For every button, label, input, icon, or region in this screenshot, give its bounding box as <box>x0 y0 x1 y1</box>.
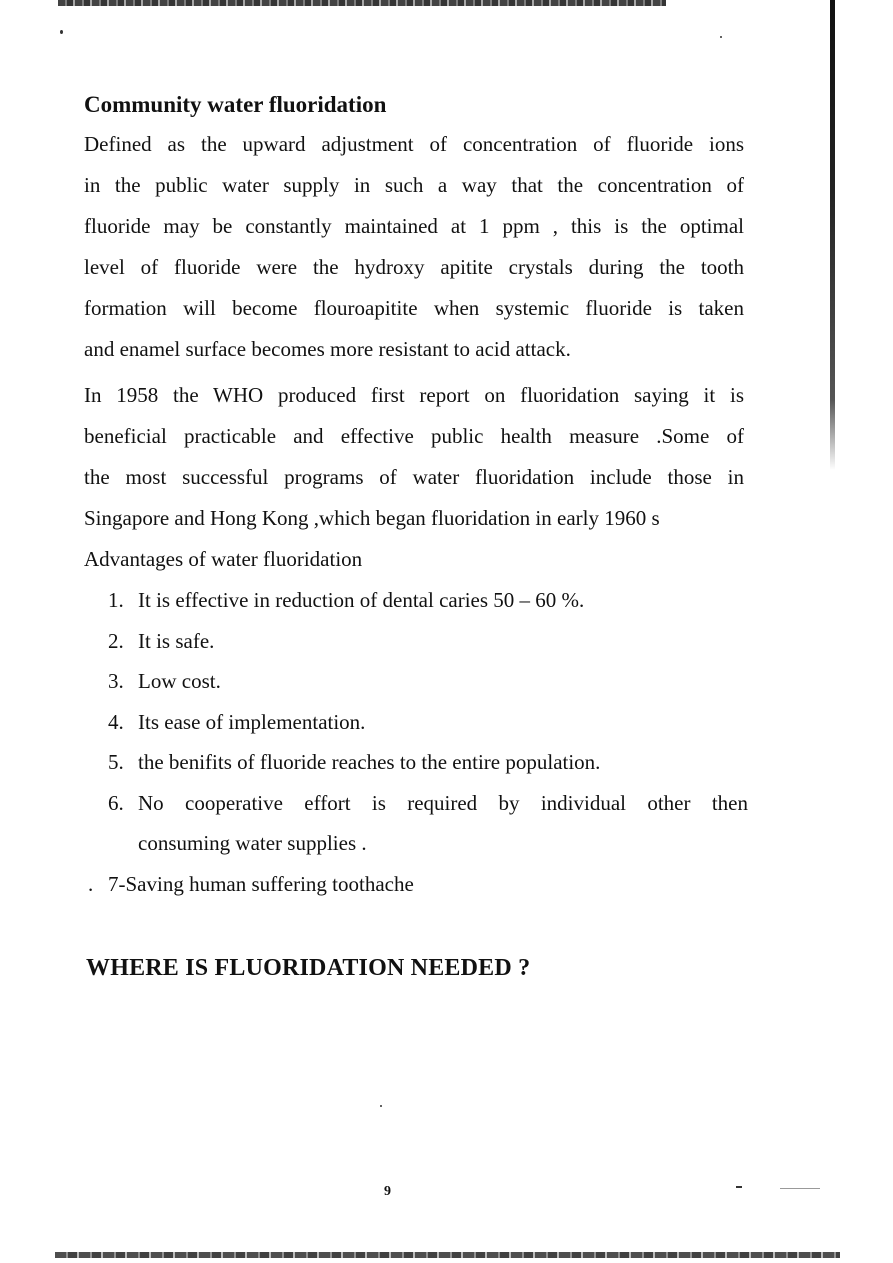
list-text: It is safe. <box>138 628 215 653</box>
scan-speck <box>380 1105 382 1107</box>
text-line: in the public water supply in such a way that the concentration of <box>84 173 744 197</box>
scan-speck <box>60 30 63 34</box>
list-text: the benifits of fluoride reaches to the entire population. <box>138 750 601 774</box>
text-line: the most successful programs of water fluoridation include those in <box>84 465 744 489</box>
list-item <box>108 742 748 783</box>
text-line: and enamel surface becomes more resistant to acid attack. <box>84 337 571 361</box>
list-text: No cooperative effort is required by individual other then <box>138 790 748 815</box>
scan-speck <box>780 1188 820 1189</box>
extra-list-item: 7-Saving human suffering toothache <box>108 872 414 896</box>
scan-edge-bottom <box>55 1252 840 1258</box>
text-line: In 1958 the WHO produced first report on fluoridation saying it is <box>84 383 744 407</box>
scan-speck <box>720 36 722 38</box>
text-line: formation will become flouroapitite when systemic fluoride is taken <box>84 296 744 320</box>
list-number: 5. <box>108 750 124 774</box>
list-text: It is effective in reduction of dental caries 50 – 60 %. <box>138 588 585 612</box>
scan-edge-right <box>830 0 835 470</box>
list-text: Low cost. <box>138 669 221 693</box>
scan-edge-top <box>58 0 666 6</box>
next-section-heading: WHERE IS FLUORIDATION NEEDED ? <box>86 955 531 981</box>
list-number: 4. <box>108 709 124 734</box>
definition-paragraph <box>84 124 744 370</box>
section-title: Community water fluoridation <box>84 92 387 117</box>
text-line: Singapore and Hong Kong ,which began fluoridation in early 1960 s <box>84 506 660 530</box>
stray-mark: . <box>88 872 94 896</box>
list-item <box>108 621 748 662</box>
list-item <box>108 702 748 743</box>
text-line: level of fluoride were the hydroxy apitite crystals during the tooth <box>84 255 744 279</box>
history-paragraph <box>84 375 744 580</box>
advantages-label: Advantages of water fluoridation <box>84 547 363 571</box>
list-text-continuation: consuming water supplies . <box>138 831 367 855</box>
text-line: fluoride may be constantly maintained at 1 ppm , this is the optimal <box>84 214 744 238</box>
text-line: Defined as the upward adjustment of concentration of fluoride ions <box>84 132 744 156</box>
list-number: 2. <box>108 628 124 653</box>
list-item <box>108 661 748 702</box>
scan-speck <box>736 1186 742 1188</box>
list-number: 3. <box>108 669 124 693</box>
list-item <box>108 783 748 864</box>
page-number: 9 <box>384 1184 391 1199</box>
list-item <box>108 580 748 621</box>
advantages-list <box>108 580 748 864</box>
list-number: 6. <box>108 790 124 815</box>
list-text: Its ease of implementation. <box>138 709 366 734</box>
list-number: 1. <box>108 588 124 612</box>
text-line: beneficial practicable and effective public health measure .Some of <box>84 424 744 448</box>
